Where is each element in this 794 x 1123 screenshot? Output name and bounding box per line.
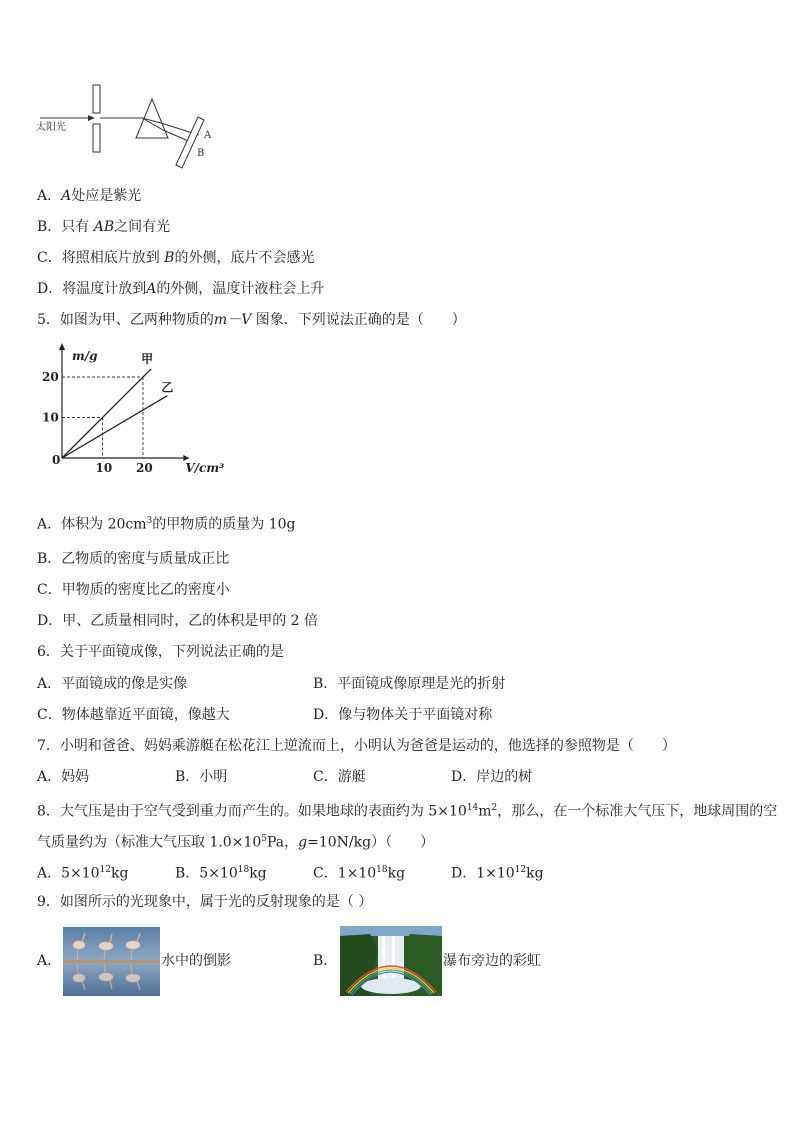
q6-option-c[interactable]: C．物体越靠近平面镜，像越大 [37,707,230,723]
q8-stem-line2: 气质量约为（标准大气压取 $1.0\times 10^5Pa$，g=10N/kg）（ ） [37,834,435,851]
q9-option-a-letter[interactable]: A． [37,953,62,969]
q8-option-d[interactable]: D．$1\times 10^{12}kg$ [451,865,544,882]
refracted-ray-1 [142,118,161,123]
y-tick-label-1: 20 [42,370,59,384]
q5-stem: 5．如图为甲、乙两种物质的m－V 图象．下列说法正确的是（ ） [37,312,466,328]
series-label-0: 甲 [141,351,154,366]
q9-option-b-letter[interactable]: B． [313,953,338,969]
slit-upper [93,85,100,113]
label-b: B [197,148,205,159]
q8-option-a[interactable]: A．$5\times 10^{12}kg$ [37,865,129,882]
label-a: A [204,130,212,141]
m-v-chart [37,338,237,483]
q7-option-c[interactable]: C．游艇 [313,769,366,785]
q9-stem: 9．如图所示的光现象中，属于光的反射现象的是（ ） [37,894,373,910]
origin-label: 0 [52,453,61,467]
q4-option-d[interactable]: D．将温度计放到A的外侧，温度计液柱会上升 [37,281,325,297]
x-tick-label-0: 10 [95,461,113,475]
q7-stem: 7．小明和爸爸、妈妈乘游艇在松花江上逆流而上，小明认为爸爸是运动的，他选择的参照物是（ ） [37,738,676,754]
y-tick-label-0: 10 [42,410,59,425]
x-tick-label-1: 20 [136,461,153,475]
x-axis-label: V/cm³ [185,461,225,475]
q6-option-d[interactable]: D．像与物体关于平面镜对称 [313,707,493,723]
q9-option-a-caption: 水中的倒影 [161,953,231,969]
q4-option-b[interactable]: B．只有 AB之间有光 [37,219,171,235]
series-label-1: 乙 [161,380,174,395]
q5-option-b[interactable]: B．乙物质的密度与质量成正比 [37,551,230,567]
slit-lower [93,124,100,152]
q6-stem: 6．关于平面镜成像，下列说法正确的是 [37,644,284,660]
q7-option-a[interactable]: A．妈妈 [37,769,90,785]
waterfall-rainbow-photo[interactable] [340,926,442,996]
y-axis-arrow [59,343,65,350]
q5-option-d[interactable]: D．甲、乙质量相同时，乙的体积是甲的 2 倍 [37,613,319,629]
prism-diagram [32,80,222,172]
sunlight-label: 太阳光 [36,122,66,133]
q5-option-a[interactable]: A．体积为 $20cm^3$的甲物质的质量为 10g [37,516,296,533]
q6-option-b[interactable]: B．平面镜成像原理是光的折射 [313,676,506,692]
q6-option-a[interactable]: A．平面镜成的像是实像 [37,676,188,692]
flamingo-reflection-photo[interactable] [63,927,160,996]
q5-option-c[interactable]: C．甲物质的密度比乙的密度小 [37,582,230,598]
y-axis-label: m/g [72,349,98,363]
q4-option-c[interactable]: C．将照相底片放到 B的外侧，底片不会感光 [37,250,315,266]
refracted-ray-2 [142,118,163,130]
q9-option-b-caption: 瀑布旁边的彩虹 [443,953,541,969]
screen [176,117,204,168]
q7-option-d[interactable]: D．岸边的树 [451,769,533,785]
q8-option-c[interactable]: C．$1\times 10^{18}kg$ [313,865,406,882]
q8-stem-line1: 8．大气压是由于空气受到重力而产生的。如果地球的表面约为 $5\times 10^{14}m^2$，那么，在一个标准大气压下，地球周围的空 [37,803,778,820]
arrow-head [88,115,95,121]
q7-option-b[interactable]: B．小明 [175,769,228,785]
q4-option-a[interactable]: A．A处应是紫光 [37,188,142,204]
q8-option-b[interactable]: B．$5\times 10^{18}kg$ [175,865,267,882]
